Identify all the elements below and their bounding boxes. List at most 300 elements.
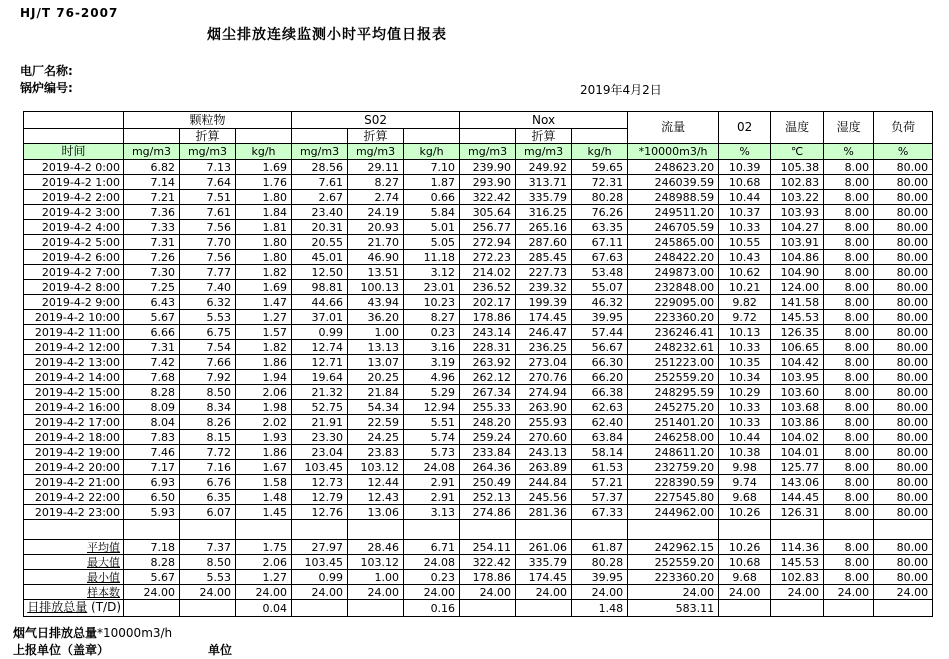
- unit-kgh: kg/h: [572, 144, 628, 160]
- data-row: [24, 385, 933, 400]
- value-cell: 2.91: [404, 475, 460, 490]
- value-cell: 272.94: [460, 235, 516, 250]
- value-cell: 246705.59: [628, 220, 719, 235]
- value-cell: 0.16: [404, 600, 460, 617]
- value-cell: 1.58: [236, 475, 292, 490]
- value-cell: [292, 600, 348, 617]
- value-cell: 227.73: [516, 265, 572, 280]
- value-cell: 24.00: [719, 585, 771, 600]
- value-cell: 66.38: [572, 385, 628, 400]
- empty-cell: [236, 129, 292, 144]
- value-cell: 293.90: [460, 175, 516, 190]
- group-nox: Nox: [460, 112, 628, 129]
- time-cell: 2019-4-2 23:00: [24, 505, 124, 520]
- value-cell: 5.84: [404, 205, 460, 220]
- summary-label: 最小值: [87, 570, 120, 584]
- value-cell: 243.13: [516, 445, 572, 460]
- value-cell: 104.90: [771, 265, 824, 280]
- value-cell: 8.15: [180, 430, 236, 445]
- value-cell: 254.11: [460, 540, 516, 555]
- unit-kgh: kg/h: [236, 144, 292, 160]
- value-cell: 5.67: [124, 310, 180, 325]
- value-cell: 10.39: [719, 160, 771, 175]
- time-cell: 2019-4-2 19:00: [24, 445, 124, 460]
- value-cell: 28.46: [348, 540, 404, 555]
- value-cell: 1.76: [236, 175, 292, 190]
- value-cell: 265.16: [516, 220, 572, 235]
- value-cell: 255.93: [516, 415, 572, 430]
- value-cell: 24.00: [874, 585, 933, 600]
- value-cell: 1.67: [236, 460, 292, 475]
- value-cell: 23.30: [292, 430, 348, 445]
- value-cell: 24.00: [348, 585, 404, 600]
- summary-label-cell: [24, 585, 124, 600]
- standard-code: HJ/T 76-2007: [20, 6, 119, 20]
- value-cell: 103.12: [348, 555, 404, 570]
- value-cell: 10.38: [719, 445, 771, 460]
- value-cell: 100.13: [348, 280, 404, 295]
- value-cell: 24.00: [572, 585, 628, 600]
- value-cell: 46.90: [348, 250, 404, 265]
- value-cell: 80.00: [874, 175, 933, 190]
- value-cell: 80.00: [874, 555, 933, 570]
- value-cell: 5.73: [404, 445, 460, 460]
- value-cell: 20.25: [348, 370, 404, 385]
- value-cell: 1.80: [236, 250, 292, 265]
- value-cell: 80.00: [874, 490, 933, 505]
- value-cell: 20.93: [348, 220, 404, 235]
- flow-header: 流量: [628, 112, 719, 144]
- summary-label-cell: [24, 540, 124, 555]
- value-cell: 24.00: [460, 585, 516, 600]
- value-cell: 7.70: [180, 235, 236, 250]
- value-cell: 316.25: [516, 205, 572, 220]
- value-cell: 8.28: [124, 555, 180, 570]
- summary-row: [24, 570, 933, 585]
- value-cell: 57.21: [572, 475, 628, 490]
- value-cell: 202.17: [460, 295, 516, 310]
- value-cell: 6.76: [180, 475, 236, 490]
- value-cell: 7.77: [180, 265, 236, 280]
- value-cell: 80.00: [874, 205, 933, 220]
- value-cell: 3.13: [404, 505, 460, 520]
- empty-cell: [404, 129, 460, 144]
- value-cell: 80.00: [874, 540, 933, 555]
- plant-name-label: 电厂名称:: [20, 64, 73, 78]
- value-cell: 8.00: [824, 220, 874, 235]
- value-cell: 80.00: [874, 430, 933, 445]
- value-cell: 27.97: [292, 540, 348, 555]
- value-cell: 103.45: [292, 555, 348, 570]
- value-cell: 8.00: [824, 325, 874, 340]
- group-so2: S02: [292, 112, 460, 129]
- value-cell: 13.06: [348, 505, 404, 520]
- value-cell: 12.79: [292, 490, 348, 505]
- value-cell: 80.00: [874, 400, 933, 415]
- value-cell: 223360.20: [628, 310, 719, 325]
- time-cell: 2019-4-2 16:00: [24, 400, 124, 415]
- value-cell: 322.42: [460, 555, 516, 570]
- value-cell: 13.51: [348, 265, 404, 280]
- time-cell: 2019-4-2 21:00: [24, 475, 124, 490]
- value-cell: 39.95: [572, 310, 628, 325]
- value-cell: [771, 600, 824, 617]
- value-cell: 6.71: [404, 540, 460, 555]
- value-cell: 8.00: [824, 415, 874, 430]
- value-cell: 199.39: [516, 295, 572, 310]
- temperature-unit: ℃: [771, 144, 824, 160]
- value-cell: 2.91: [404, 490, 460, 505]
- value-cell: 313.71: [516, 175, 572, 190]
- time-header: 时间: [24, 144, 124, 160]
- time-cell: 2019-4-2 0:00: [24, 160, 124, 175]
- value-cell: 322.42: [460, 190, 516, 205]
- value-cell: 44.66: [292, 295, 348, 310]
- summary-label: 平均值: [87, 540, 120, 554]
- value-cell: 1.69: [236, 160, 292, 175]
- value-cell: 1.75: [236, 540, 292, 555]
- value-cell: 59.65: [572, 160, 628, 175]
- value-cell: 8.34: [180, 400, 236, 415]
- value-cell: 24.08: [404, 460, 460, 475]
- value-cell: 1.86: [236, 445, 292, 460]
- value-cell: 263.90: [516, 400, 572, 415]
- value-cell: 80.00: [874, 295, 933, 310]
- time-cell: 2019-4-2 9:00: [24, 295, 124, 310]
- value-cell: 24.08: [404, 555, 460, 570]
- value-cell: 246.47: [516, 325, 572, 340]
- value-cell: 39.95: [572, 570, 628, 585]
- time-cell: 2019-4-2 18:00: [24, 430, 124, 445]
- value-cell: 6.07: [180, 505, 236, 520]
- value-cell: 1.93: [236, 430, 292, 445]
- value-cell: 6.75: [180, 325, 236, 340]
- value-cell: 7.68: [124, 370, 180, 385]
- value-cell: 80.00: [874, 570, 933, 585]
- value-cell: 242962.15: [628, 540, 719, 555]
- value-cell: 23.04: [292, 445, 348, 460]
- value-cell: 7.17: [124, 460, 180, 475]
- value-cell: 80.00: [874, 280, 933, 295]
- value-cell: 46.32: [572, 295, 628, 310]
- time-cell: 2019-4-2 11:00: [24, 325, 124, 340]
- value-cell: 232759.20: [628, 460, 719, 475]
- time-cell: 2019-4-2 7:00: [24, 265, 124, 280]
- value-cell: 7.56: [180, 250, 236, 265]
- value-cell: 61.53: [572, 460, 628, 475]
- value-cell: 57.44: [572, 325, 628, 340]
- value-cell: 8.00: [824, 490, 874, 505]
- value-cell: 5.53: [180, 310, 236, 325]
- value-cell: 12.43: [348, 490, 404, 505]
- value-cell: 273.04: [516, 355, 572, 370]
- data-row: [24, 370, 933, 385]
- value-cell: 45.01: [292, 250, 348, 265]
- value-cell: 103.86: [771, 415, 824, 430]
- daily-total-label-cell: [24, 600, 124, 617]
- value-cell: 62.40: [572, 415, 628, 430]
- summary-label: 样本数: [87, 585, 120, 599]
- value-cell: 274.94: [516, 385, 572, 400]
- header-row-units: [24, 144, 933, 160]
- value-cell: 8.04: [124, 415, 180, 430]
- table-body: [24, 160, 933, 617]
- value-cell: 5.67: [124, 570, 180, 585]
- value-cell: 143.06: [771, 475, 824, 490]
- empty-cell: [24, 520, 124, 540]
- flue-gas-daily-total-note: [13, 624, 172, 641]
- value-cell: 7.61: [180, 205, 236, 220]
- value-cell: 72.31: [572, 175, 628, 190]
- value-cell: 10.13: [719, 325, 771, 340]
- value-cell: 36.20: [348, 310, 404, 325]
- time-cell: 2019-4-2 13:00: [24, 355, 124, 370]
- value-cell: 248295.59: [628, 385, 719, 400]
- daily-total-row: [24, 600, 933, 617]
- value-cell: 103.93: [771, 205, 824, 220]
- data-row: [24, 460, 933, 475]
- value-cell: 6.93: [124, 475, 180, 490]
- value-cell: 7.21: [124, 190, 180, 205]
- value-cell: 270.76: [516, 370, 572, 385]
- value-cell: 7.54: [180, 340, 236, 355]
- value-cell: 29.11: [348, 160, 404, 175]
- value-cell: 7.51: [180, 190, 236, 205]
- value-cell: 7.64: [180, 175, 236, 190]
- value-cell: 7.16: [180, 460, 236, 475]
- value-cell: 80.00: [874, 220, 933, 235]
- value-cell: 174.45: [516, 570, 572, 585]
- value-cell: 249.92: [516, 160, 572, 175]
- value-cell: 8.00: [824, 280, 874, 295]
- value-cell: 9.82: [719, 295, 771, 310]
- value-cell: 2.06: [236, 385, 292, 400]
- value-cell: 245.56: [516, 490, 572, 505]
- value-cell: 63.35: [572, 220, 628, 235]
- value-cell: 1.82: [236, 265, 292, 280]
- value-cell: 244.84: [516, 475, 572, 490]
- value-cell: 239.90: [460, 160, 516, 175]
- value-cell: 67.33: [572, 505, 628, 520]
- value-cell: 262.12: [460, 370, 516, 385]
- load-unit: %: [874, 144, 933, 160]
- value-cell: 103.22: [771, 190, 824, 205]
- value-cell: [516, 600, 572, 617]
- value-cell: 267.34: [460, 385, 516, 400]
- value-cell: 1.69: [236, 280, 292, 295]
- time-cell: 2019-4-2 2:00: [24, 190, 124, 205]
- value-cell: 104.86: [771, 250, 824, 265]
- value-cell: 7.40: [180, 280, 236, 295]
- value-cell: 8.00: [824, 370, 874, 385]
- value-cell: 10.33: [719, 415, 771, 430]
- value-cell: 124.00: [771, 280, 824, 295]
- value-cell: 174.45: [516, 310, 572, 325]
- data-row: [24, 310, 933, 325]
- value-cell: 80.00: [874, 475, 933, 490]
- value-cell: 246258.00: [628, 430, 719, 445]
- data-row: [24, 265, 933, 280]
- value-cell: 8.00: [824, 505, 874, 520]
- value-cell: 9.74: [719, 475, 771, 490]
- value-cell: 178.86: [460, 310, 516, 325]
- value-cell: 10.55: [719, 235, 771, 250]
- value-cell: 1.84: [236, 205, 292, 220]
- empty-cell: [572, 520, 628, 540]
- data-row: [24, 475, 933, 490]
- time-cell: 2019-4-2 22:00: [24, 490, 124, 505]
- value-cell: 2.74: [348, 190, 404, 205]
- value-cell: 6.43: [124, 295, 180, 310]
- report-table: [23, 111, 933, 617]
- value-cell: 264.36: [460, 460, 516, 475]
- value-cell: 9.98: [719, 460, 771, 475]
- value-cell: 0.66: [404, 190, 460, 205]
- value-cell: 3.12: [404, 265, 460, 280]
- o2-header: 02: [719, 112, 771, 144]
- value-cell: 103.91: [771, 235, 824, 250]
- value-cell: 10.62: [719, 265, 771, 280]
- value-cell: 105.38: [771, 160, 824, 175]
- value-cell: 223360.20: [628, 570, 719, 585]
- value-cell: 8.00: [824, 175, 874, 190]
- data-row: [24, 280, 933, 295]
- value-cell: 67.63: [572, 250, 628, 265]
- value-cell: 1.87: [404, 175, 460, 190]
- value-cell: 53.48: [572, 265, 628, 280]
- unit-kgh: kg/h: [404, 144, 460, 160]
- summary-label-cell: [24, 570, 124, 585]
- value-cell: 8.00: [824, 235, 874, 250]
- value-cell: 21.70: [348, 235, 404, 250]
- value-cell: 3.16: [404, 340, 460, 355]
- converted-label: 折算: [180, 129, 236, 144]
- value-cell: 8.00: [824, 190, 874, 205]
- value-cell: 248611.20: [628, 445, 719, 460]
- value-cell: 104.02: [771, 430, 824, 445]
- time-cell: 2019-4-2 1:00: [24, 175, 124, 190]
- value-cell: 80.00: [874, 415, 933, 430]
- value-cell: 5.93: [124, 505, 180, 520]
- value-cell: 8.50: [180, 385, 236, 400]
- value-cell: 245865.00: [628, 235, 719, 250]
- value-cell: 37.01: [292, 310, 348, 325]
- value-cell: 10.44: [719, 190, 771, 205]
- converted-label: 折算: [348, 129, 404, 144]
- value-cell: 10.37: [719, 205, 771, 220]
- value-cell: 23.01: [404, 280, 460, 295]
- value-cell: 10.33: [719, 400, 771, 415]
- value-cell: 22.59: [348, 415, 404, 430]
- value-cell: 102.83: [771, 570, 824, 585]
- value-cell: 10.35: [719, 355, 771, 370]
- value-cell: 263.92: [460, 355, 516, 370]
- value-cell: 8.00: [824, 430, 874, 445]
- value-cell: 287.60: [516, 235, 572, 250]
- data-row: [24, 490, 933, 505]
- value-cell: 9.68: [719, 570, 771, 585]
- value-cell: 13.07: [348, 355, 404, 370]
- value-cell: 8.00: [824, 460, 874, 475]
- value-cell: 8.09: [124, 400, 180, 415]
- value-cell: 7.72: [180, 445, 236, 460]
- value-cell: 10.34: [719, 370, 771, 385]
- value-cell: 114.36: [771, 540, 824, 555]
- value-cell: 7.37: [180, 540, 236, 555]
- value-cell: [124, 600, 180, 617]
- value-cell: 243.14: [460, 325, 516, 340]
- value-cell: 8.00: [824, 355, 874, 370]
- value-cell: 103.12: [348, 460, 404, 475]
- value-cell: 1.47: [236, 295, 292, 310]
- value-cell: 145.53: [771, 555, 824, 570]
- page-title: 烟尘排放连续监测小时平均值日报表: [207, 27, 447, 43]
- value-cell: 248.20: [460, 415, 516, 430]
- value-cell: 6.32: [180, 295, 236, 310]
- value-cell: 246039.59: [628, 175, 719, 190]
- value-cell: 244962.00: [628, 505, 719, 520]
- time-cell: 2019-4-2 4:00: [24, 220, 124, 235]
- value-cell: 12.50: [292, 265, 348, 280]
- value-cell: 66.30: [572, 355, 628, 370]
- value-cell: 10.43: [719, 250, 771, 265]
- value-cell: 7.10: [404, 160, 460, 175]
- value-cell: 24.00: [628, 585, 719, 600]
- time-cell: 2019-4-2 6:00: [24, 250, 124, 265]
- value-cell: 11.18: [404, 250, 460, 265]
- unit-mgm3: mg/m3: [124, 144, 180, 160]
- value-cell: 0.99: [292, 325, 348, 340]
- unit-mgm3: mg/m3: [292, 144, 348, 160]
- value-cell: 80.00: [874, 310, 933, 325]
- value-cell: 12.44: [348, 475, 404, 490]
- value-cell: 28.56: [292, 160, 348, 175]
- value-cell: 8.00: [824, 295, 874, 310]
- report-table-wrap: [23, 111, 933, 617]
- value-cell: 80.00: [874, 340, 933, 355]
- empty-cell: [348, 520, 404, 540]
- value-cell: 6.35: [180, 490, 236, 505]
- value-cell: 5.29: [404, 385, 460, 400]
- value-cell: 8.28: [124, 385, 180, 400]
- empty-cell: [124, 129, 180, 144]
- value-cell: 8.00: [824, 310, 874, 325]
- empty-cell: [874, 520, 933, 540]
- value-cell: 248422.20: [628, 250, 719, 265]
- value-cell: 103.60: [771, 385, 824, 400]
- value-cell: 1.27: [236, 310, 292, 325]
- value-cell: 7.36: [124, 205, 180, 220]
- empty-cell: [719, 520, 771, 540]
- time-cell: 2019-4-2 10:00: [24, 310, 124, 325]
- flow-unit: *10000m3/h: [628, 144, 719, 160]
- value-cell: 228.31: [460, 340, 516, 355]
- value-cell: 8.00: [824, 340, 874, 355]
- value-cell: 10.21: [719, 280, 771, 295]
- value-cell: 5.05: [404, 235, 460, 250]
- value-cell: 10.26: [719, 505, 771, 520]
- unit-mgm3: mg/m3: [516, 144, 572, 160]
- value-cell: 5.53: [180, 570, 236, 585]
- value-cell: 12.73: [292, 475, 348, 490]
- data-row: [24, 445, 933, 460]
- value-cell: 7.26: [124, 250, 180, 265]
- unit-mgm3: mg/m3: [460, 144, 516, 160]
- empty-cell: [292, 520, 348, 540]
- value-cell: 80.00: [874, 250, 933, 265]
- blank-row: [24, 520, 933, 540]
- value-cell: 0.99: [292, 570, 348, 585]
